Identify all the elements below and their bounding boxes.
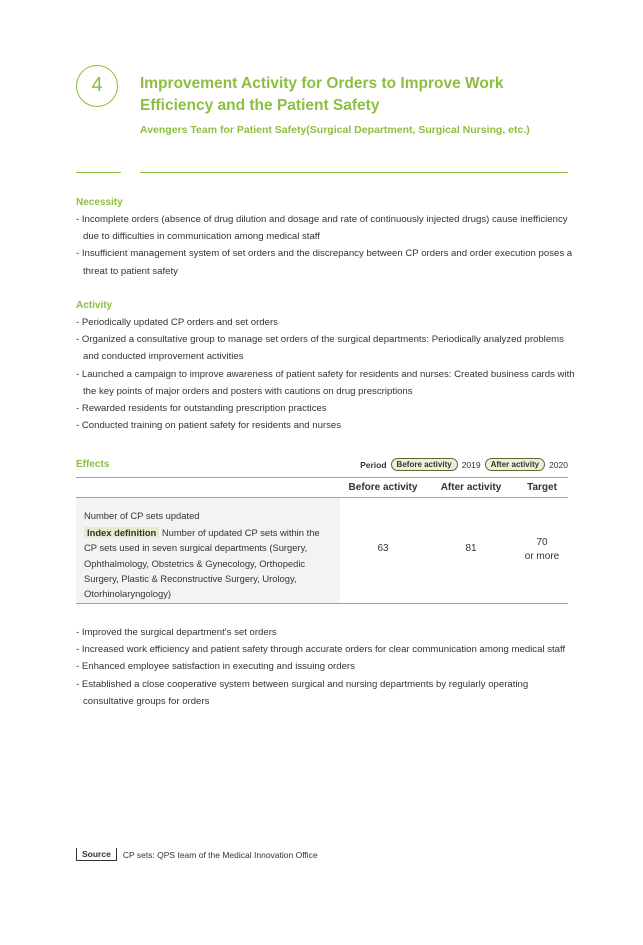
list-item: - Increased work efficiency and patient safety through accurate orders for clear communication among medical staff — [76, 644, 566, 656]
index-definition-label: Index definition — [84, 527, 159, 538]
after-value: 81 — [465, 543, 477, 554]
divider-short — [76, 172, 121, 173]
metric-description — [84, 508, 334, 601]
necessity-heading: Necessity — [76, 197, 123, 208]
list-item: - Improved the surgical department's set orders — [76, 627, 277, 638]
col-header-after: After activity — [440, 482, 502, 493]
source-label: Source — [76, 848, 117, 861]
index-definition-text: Number of updated CP sets within the CP sets used in seven surgical departments (Surgery, Ophthalmology, Obstetrics & Gynecology, Orthopedic Surgery, Plastic & Reconstructive Surgery, Urology, Otorhinolaryngology) — [84, 527, 320, 600]
activity-list — [76, 314, 576, 434]
index-definition — [84, 525, 334, 601]
list-item: - Conducted training on patient safety for residents and nurses — [76, 420, 342, 432]
activity-heading: Activity — [76, 300, 113, 311]
col-header-target: Target — [527, 482, 557, 493]
after-activity-pill: After activity — [485, 458, 545, 471]
period-label: Period — [360, 459, 387, 470]
activity-section — [76, 300, 576, 434]
list-item: - Rewarded residents for outstanding prescription practices — [76, 403, 327, 415]
divider-long — [140, 172, 568, 173]
after-year: 2020 — [549, 459, 568, 470]
target-value-number: 70 — [536, 537, 548, 548]
source-note — [76, 848, 318, 861]
list-item: - Established a close cooperative system between surgical and nursing departments by regularly operating consultative groups for orders — [76, 678, 529, 707]
list-item: - Incomplete orders (absence of drug dilution and dosage and rate of continuously injected drugs) cause inefficiency due to difficulties in communication among medical staff — [76, 214, 568, 243]
target-value — [516, 536, 568, 564]
list-item: - Periodically updated CP orders and set orders — [76, 317, 278, 328]
period-legend — [360, 458, 568, 471]
source-text: CP sets: QPS team of the Medical Innovation Office — [122, 849, 318, 860]
table-bottom-rule — [76, 603, 568, 604]
list-item: - Insufficient management system of set orders and the discrepancy between CP orders and order execution poses a threat to patient safety — [76, 248, 573, 277]
list-item: - Launched a campaign to improve awareness of patient safety for residents and nurses: Created business cards with the key points of major orders and posters with cautions on drug prescriptions — [76, 368, 575, 397]
list-item: - Enhanced employee satisfaction in executing and issuing orders — [76, 661, 355, 673]
list-item: - Organized a consultative group to manage set orders of the surgical departments: Periodically analyzed problems and conducted improvement activities — [76, 334, 564, 363]
section-number-badge: 4 — [76, 65, 118, 107]
before-value: 63 — [377, 543, 389, 554]
page-title: Improvement Activity for Orders to Improve Work Efficiency and the Patient Safety — [140, 75, 504, 114]
target-value-qualifier: or more — [524, 551, 560, 562]
metric-name: Number of CP sets updated — [84, 510, 200, 521]
necessity-section — [76, 197, 576, 280]
necessity-list — [76, 211, 576, 280]
effects-heading: Effects — [76, 459, 110, 470]
page-subtitle: Avengers Team for Patient Safety(Surgical Department, Surgical Nursing, etc.) — [140, 124, 530, 136]
table-header-row — [76, 478, 568, 497]
before-activity-pill: Before activity — [391, 458, 458, 471]
before-year: 2019 — [461, 459, 481, 470]
effects-list — [76, 624, 576, 710]
col-header-before: Before activity — [348, 482, 418, 493]
table-values-row — [340, 498, 568, 603]
